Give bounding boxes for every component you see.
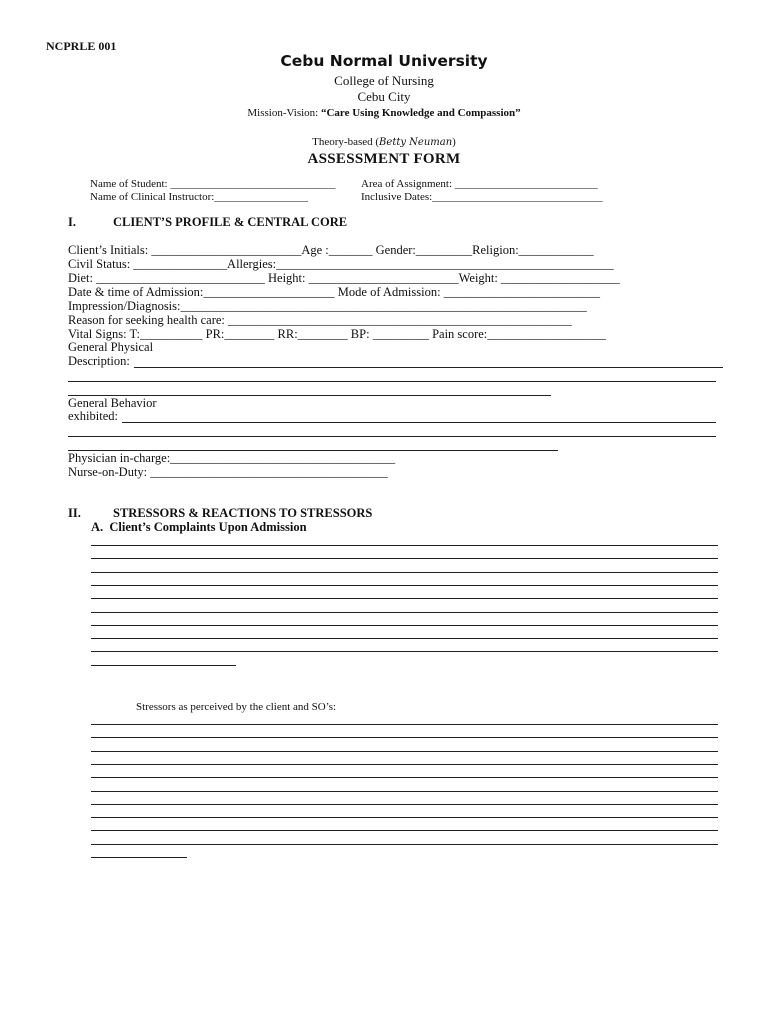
complaints-heading: A. Client’s Complaints Upon Admission <box>91 520 307 534</box>
theory-suffix: ) <box>452 136 456 148</box>
answer-line[interactable] <box>91 857 187 858</box>
description-label: Description: <box>68 354 130 368</box>
vital-signs-field[interactable]: Vital Signs: T:__________ PR:________ RR:________ BP: _________ Pain score:___________________ <box>68 327 607 341</box>
answer-line[interactable] <box>91 817 718 818</box>
answer-line[interactable] <box>91 572 718 573</box>
answer-line[interactable] <box>91 665 236 666</box>
reason-field[interactable]: Reason for seeking health care: _______________________________________________________ <box>68 313 572 327</box>
stressors-label: Stressors as perceived by the client and SO’s: <box>136 701 337 713</box>
description-line[interactable] <box>68 381 716 382</box>
answer-line[interactable] <box>91 558 718 559</box>
answer-line[interactable] <box>91 638 718 639</box>
city-name: Cebu City <box>357 89 411 104</box>
exhibited-label: exhibited: <box>68 409 118 423</box>
nurse-on-duty-field[interactable]: Nurse-on-Duty: ______________________________________ <box>68 465 388 479</box>
answer-line[interactable] <box>91 598 718 599</box>
answer-line[interactable] <box>91 612 718 613</box>
section-1-number: I. <box>68 215 76 229</box>
diet-field[interactable]: Diet: ___________________________ Height: ________________________Weight: ___________________ <box>68 271 620 285</box>
answer-line[interactable] <box>91 625 718 626</box>
section-2-title: STRESSORS & REACTIONS TO STRESSORS <box>113 506 373 520</box>
answer-line[interactable] <box>91 830 718 831</box>
answer-line[interactable] <box>91 791 718 792</box>
section-1-title: CLIENT’S PROFILE & CENTRAL CORE <box>113 215 348 229</box>
civil-status-field[interactable]: Civil Status: _______________Allergies:______________________________________________________ <box>68 257 614 271</box>
answer-line[interactable] <box>91 737 718 738</box>
behavior-line[interactable] <box>122 422 716 423</box>
answer-line[interactable] <box>91 751 718 752</box>
university-name: Cebu Normal University <box>280 52 488 70</box>
description-line[interactable] <box>134 367 723 368</box>
student-name-field[interactable]: Name of Student: ______________________________ <box>90 178 336 190</box>
mission-vision <box>0 107 768 119</box>
inclusive-dates-field[interactable]: Inclusive Dates:_______________________________ <box>361 191 603 203</box>
college-name: College of Nursing <box>334 73 434 88</box>
answer-line[interactable] <box>91 545 718 546</box>
answer-line[interactable] <box>91 764 718 765</box>
mission-label: Mission-Vision: <box>247 107 319 119</box>
theory-name: Betty Neuman <box>379 137 453 148</box>
area-of-assignment-field[interactable]: Area of Assignment: __________________________ <box>361 178 598 190</box>
mission-text: “Care Using Knowledge and Compassion” <box>320 107 521 119</box>
answer-line[interactable] <box>91 844 718 845</box>
answer-line[interactable] <box>91 804 718 805</box>
answer-line[interactable] <box>91 585 718 586</box>
behavior-line[interactable] <box>68 436 716 437</box>
form-title: ASSESSMENT FORM <box>307 151 461 167</box>
general-physical-label: General Physical <box>68 340 154 354</box>
theory-line <box>0 136 768 148</box>
admission-field[interactable]: Date & time of Admission:_____________________ Mode of Admission: _________________________ <box>68 285 600 299</box>
section-2-number: II. <box>68 506 81 520</box>
answer-line[interactable] <box>91 724 718 725</box>
physician-field[interactable]: Physician in-charge:____________________________________ <box>68 451 396 465</box>
form-code: NCPRLE 001 <box>46 39 117 53</box>
general-behavior-label: General Behavior <box>68 396 157 410</box>
theory-prefix: Theory-based ( <box>312 136 380 148</box>
clinical-instructor-field[interactable]: Name of Clinical Instructor:_________________ <box>90 191 308 203</box>
client-initials-field[interactable]: Client’s Initials: ________________________Age :_______ Gender:_________Religion:____________ <box>68 243 594 257</box>
impression-field[interactable]: Impression/Diagnosis:_________________________________________________________________ <box>68 299 587 313</box>
answer-line[interactable] <box>91 651 718 652</box>
answer-line[interactable] <box>91 777 718 778</box>
